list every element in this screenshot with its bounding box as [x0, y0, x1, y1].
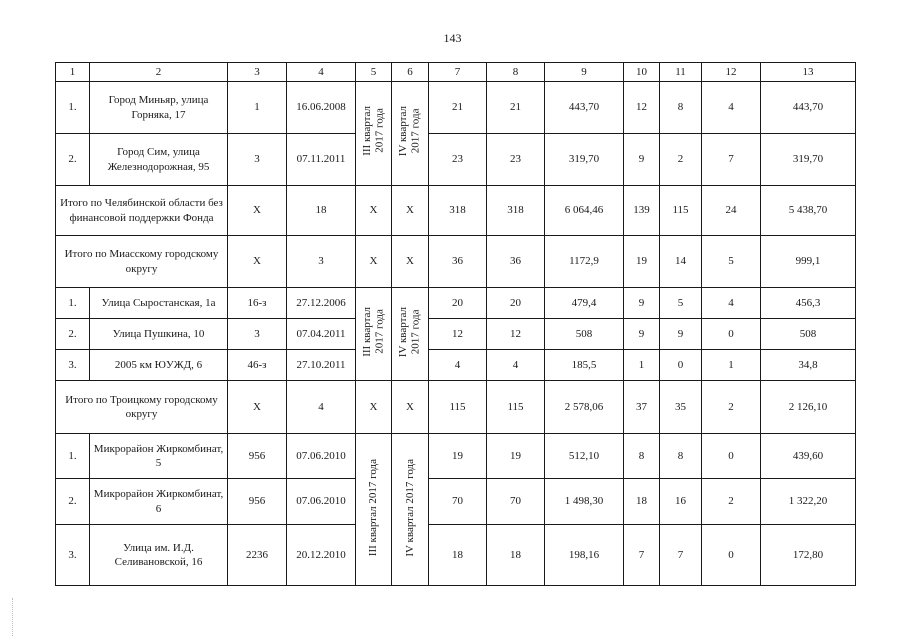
doc-number-cell: 956 [228, 479, 287, 525]
value-cell: 443,70 [545, 82, 624, 134]
value-cell: 19 [624, 236, 660, 288]
value-cell: 20 [429, 288, 487, 319]
value-cell: 479,4 [545, 288, 624, 319]
date-cell: 27.10.2011 [287, 350, 356, 381]
header-cell: 6 [392, 63, 429, 82]
q3-period-cell: III квартал 2017 года [356, 288, 392, 381]
address-cell: Улица Пушкина, 10 [90, 319, 228, 350]
row-number: 2. [56, 134, 90, 186]
table-row [56, 82, 856, 134]
value-cell: 0 [702, 319, 761, 350]
doc-number-cell: 3 [228, 134, 287, 186]
address-cell: Улица Сыростанская, 1а [90, 288, 228, 319]
header-cell: 1 [56, 63, 90, 82]
doc-number-cell: 956 [228, 434, 287, 479]
value-cell: 18 [287, 186, 356, 236]
row-number: 1. [56, 434, 90, 479]
value-cell: 5 [660, 288, 702, 319]
q3-period-cell: III квартал 2017 года [356, 82, 392, 186]
value-cell: 456,3 [761, 288, 856, 319]
value-cell: 21 [429, 82, 487, 134]
value-cell: 1 [624, 350, 660, 381]
value-cell: 508 [761, 319, 856, 350]
value-cell: Х [356, 186, 392, 236]
value-cell: 115 [660, 186, 702, 236]
value-cell: Х [228, 186, 287, 236]
value-cell: 9 [660, 319, 702, 350]
doc-number-cell: 46-з [228, 350, 287, 381]
total-label: Итого по Миасскому городскому округу [56, 236, 228, 288]
value-cell: 3 [287, 236, 356, 288]
address-cell: Улица им. И.Д. Селивановской, 16 [90, 525, 228, 586]
value-cell: 19 [429, 434, 487, 479]
total-label: Итого по Челябинской области без финансовой поддержки Фонда [56, 186, 228, 236]
value-cell: 4 [487, 350, 545, 381]
q4-period-cell: IV квартал 2017 года [392, 288, 429, 381]
doc-number-cell: 2236 [228, 525, 287, 586]
value-cell: 36 [429, 236, 487, 288]
value-cell: 9 [624, 134, 660, 186]
value-cell: 319,70 [761, 134, 856, 186]
value-cell: Х [228, 236, 287, 288]
value-cell: 1 322,20 [761, 479, 856, 525]
value-cell: 319,70 [545, 134, 624, 186]
table-row [56, 350, 856, 381]
row-number: 3. [56, 525, 90, 586]
value-cell: 16 [660, 479, 702, 525]
value-cell: 508 [545, 319, 624, 350]
value-cell: 9 [624, 288, 660, 319]
value-cell: 34,8 [761, 350, 856, 381]
q4-period-cell: IV квартал 2017 года [392, 434, 429, 586]
value-cell: 5 438,70 [761, 186, 856, 236]
value-cell: 172,80 [761, 525, 856, 586]
value-cell: 0 [702, 434, 761, 479]
value-cell: 4 [429, 350, 487, 381]
address-cell: Город Миньяр, улица Горняка, 17 [90, 82, 228, 134]
value-cell: Х [392, 236, 429, 288]
value-cell: 2 578,06 [545, 381, 624, 434]
row-number: 2. [56, 479, 90, 525]
value-cell: 0 [660, 350, 702, 381]
housing-table [55, 62, 856, 586]
value-cell: 12 [429, 319, 487, 350]
row-number: 2. [56, 319, 90, 350]
value-cell: 37 [624, 381, 660, 434]
value-cell: Х [392, 381, 429, 434]
value-cell: 318 [429, 186, 487, 236]
q4-period-cell: IV квартал 2017 года [392, 82, 429, 186]
row-number: 3. [56, 350, 90, 381]
value-cell: 1172,9 [545, 236, 624, 288]
value-cell: 70 [429, 479, 487, 525]
header-cell: 5 [356, 63, 392, 82]
header-cell: 4 [287, 63, 356, 82]
value-cell: 4 [702, 288, 761, 319]
table-row [56, 288, 856, 319]
header-cell: 9 [545, 63, 624, 82]
total-label: Итого по Троицкому городскому округу [56, 381, 228, 434]
value-cell: 2 [702, 381, 761, 434]
value-cell: 19 [487, 434, 545, 479]
header-cell: 10 [624, 63, 660, 82]
value-cell: 35 [660, 381, 702, 434]
total-row [56, 186, 856, 236]
value-cell: 18 [487, 525, 545, 586]
date-cell: 20.12.2010 [287, 525, 356, 586]
value-cell: 318 [487, 186, 545, 236]
value-cell: 2 [660, 134, 702, 186]
value-cell: 0 [702, 525, 761, 586]
value-cell: 18 [429, 525, 487, 586]
value-cell: 7 [660, 525, 702, 586]
value-cell: 24 [702, 186, 761, 236]
value-cell: 5 [702, 236, 761, 288]
value-cell: 512,10 [545, 434, 624, 479]
value-cell: 36 [487, 236, 545, 288]
value-cell: 7 [624, 525, 660, 586]
address-cell: Микрорайон Жиркомбинат, 6 [90, 479, 228, 525]
row-number: 1. [56, 288, 90, 319]
value-cell: 2 126,10 [761, 381, 856, 434]
value-cell: 14 [660, 236, 702, 288]
value-cell: 12 [487, 319, 545, 350]
date-cell: 07.06.2010 [287, 434, 356, 479]
header-cell: 2 [90, 63, 228, 82]
doc-number-cell: 1 [228, 82, 287, 134]
page-number: 143 [443, 31, 462, 45]
value-cell: 1 [702, 350, 761, 381]
table-row [56, 319, 856, 350]
header-cell: 13 [761, 63, 856, 82]
header-cell: 7 [429, 63, 487, 82]
value-cell: 198,16 [545, 525, 624, 586]
value-cell: 185,5 [545, 350, 624, 381]
doc-number-cell: 16-з [228, 288, 287, 319]
value-cell: 139 [624, 186, 660, 236]
value-cell: 70 [487, 479, 545, 525]
value-cell: Х [228, 381, 287, 434]
value-cell: 115 [429, 381, 487, 434]
date-cell: 27.12.2006 [287, 288, 356, 319]
total-row [56, 381, 856, 434]
table-row [56, 479, 856, 525]
table-row [56, 134, 856, 186]
address-cell: Микрорайон Жиркомбинат, 5 [90, 434, 228, 479]
header-cell: 11 [660, 63, 702, 82]
value-cell: 7 [702, 134, 761, 186]
value-cell: 439,60 [761, 434, 856, 479]
value-cell: 20 [487, 288, 545, 319]
value-cell: 115 [487, 381, 545, 434]
value-cell: 21 [487, 82, 545, 134]
date-cell: 16.06.2008 [287, 82, 356, 134]
value-cell: Х [356, 381, 392, 434]
header-row [56, 63, 856, 82]
table-row [56, 525, 856, 586]
date-cell: 07.06.2010 [287, 479, 356, 525]
header-cell: 3 [228, 63, 287, 82]
value-cell: 4 [287, 381, 356, 434]
value-cell: 4 [702, 82, 761, 134]
date-cell: 07.11.2011 [287, 134, 356, 186]
value-cell: 8 [624, 434, 660, 479]
date-cell: 07.04.2011 [287, 319, 356, 350]
value-cell: 443,70 [761, 82, 856, 134]
header-cell: 8 [487, 63, 545, 82]
value-cell: 18 [624, 479, 660, 525]
value-cell: 23 [487, 134, 545, 186]
value-cell: 2 [702, 479, 761, 525]
value-cell: 8 [660, 82, 702, 134]
value-cell: 8 [660, 434, 702, 479]
value-cell: 23 [429, 134, 487, 186]
value-cell: Х [356, 236, 392, 288]
value-cell: 9 [624, 319, 660, 350]
doc-number-cell: 3 [228, 319, 287, 350]
total-row [56, 236, 856, 288]
address-cell: 2005 км ЮУЖД, 6 [90, 350, 228, 381]
header-cell: 12 [702, 63, 761, 82]
value-cell: Х [392, 186, 429, 236]
value-cell: 12 [624, 82, 660, 134]
address-cell: Город Сим, улица Железнодорожная, 95 [90, 134, 228, 186]
value-cell: 999,1 [761, 236, 856, 288]
value-cell: 1 498,30 [545, 479, 624, 525]
q3-period-cell: III квартал 2017 года [356, 434, 392, 586]
value-cell: 6 064,46 [545, 186, 624, 236]
row-number: 1. [56, 82, 90, 134]
scan-margin-mark [12, 598, 14, 636]
table-row [56, 434, 856, 479]
